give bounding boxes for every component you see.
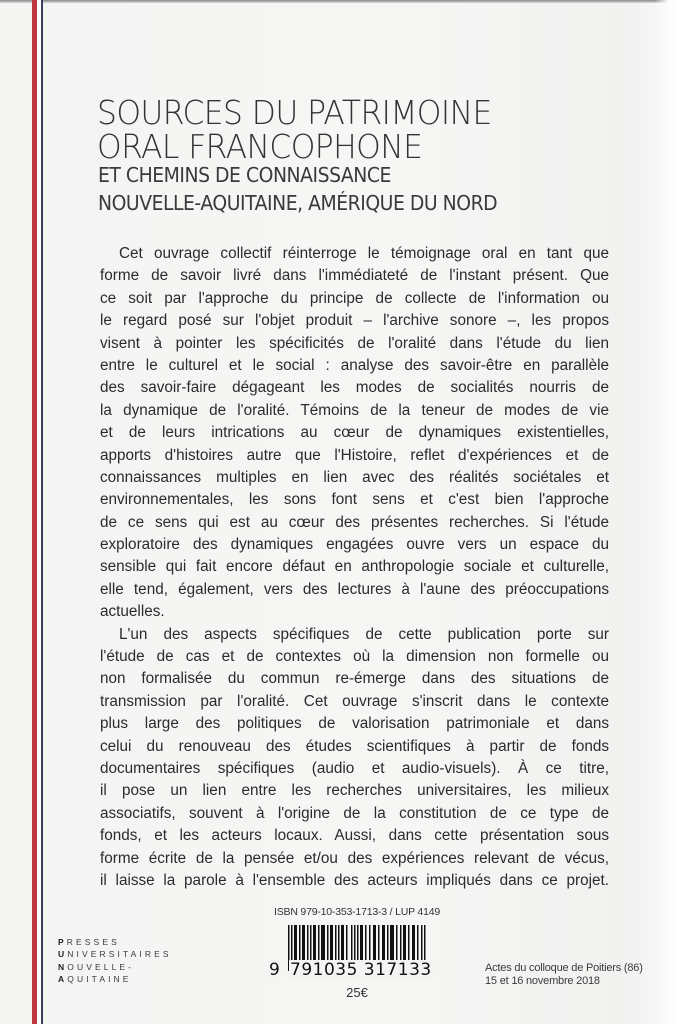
- top-edge-shadow: [0, 0, 677, 3]
- colloque-line: 15 et 16 novembre 2018: [485, 975, 600, 987]
- text-line: des savoir-faire dégageant les modes de socialités nourris de: [100, 379, 609, 397]
- subtitle-line: NOUVELLE-AQUITAINE, AMÉRIQUE DU NORD: [98, 191, 498, 215]
- paragraph-1: [100, 243, 609, 624]
- text-line: celui du renouveau des études scientifiques à partir de fonds: [100, 737, 609, 755]
- text-line: le regard posé sur l'objet produit – l'archive sonore –, les propos: [100, 312, 609, 330]
- text-line: transmission par l'oralité. Cet ouvrage s'inscrit dans le contexte: [100, 692, 609, 710]
- text-line: forme écrite de la pensée et/ou des expériences relevant de vécus,: [100, 849, 609, 867]
- title-line: SOURCES DU PATRIMOINE: [97, 93, 492, 132]
- text-line: L'un des aspects spécifiques de cette publication porte sur: [119, 625, 609, 643]
- text-line: non formalisée du commun re-émerge dans des situations de: [100, 670, 609, 688]
- text-line: l'étude de cas et de contextes où la dimension non formelle ou: [100, 648, 609, 666]
- text-line: forme de savoir livré dans l'immédiateté de l'instant présent. Que: [100, 267, 609, 285]
- colloque-info: [485, 962, 643, 988]
- publisher-line: UNIVERSITAIRES: [58, 949, 172, 960]
- book-title: [97, 93, 610, 166]
- text-line: connaissances multiples en lien avec des réalités sociétales et: [100, 468, 609, 486]
- publisher-line: AQUITAINE: [58, 973, 132, 984]
- text-line: ce soit par l'approche du principe de collecte de l'information ou: [100, 289, 609, 307]
- text-line: la dynamique de l'oralité. Témoins de la teneur de modes de vie: [100, 401, 609, 419]
- text-line: il pose un lien entre les recherches universitaires, les milieux: [100, 782, 609, 800]
- barcode-digits: 791035 317133: [290, 960, 432, 980]
- text-line: visent à pointer les spécificités de l'oralité dans l'étude du lien: [100, 334, 609, 352]
- right-edge-highlight: [655, 0, 677, 1024]
- text-line: documentaires spécifiques (audio et audio-visuels). À ce titre,: [100, 759, 609, 777]
- book-subtitle: [98, 161, 606, 217]
- publisher-logo: [58, 936, 172, 985]
- text-line: exploratoire des dynamiques engagées ouvre vers un espace du: [100, 536, 609, 554]
- text-line: elle tend, également, vers des lectures à l'aune des préoccupations: [100, 580, 609, 598]
- text-line: sensible qui fait encore défaut en anthropologie sociale et culturelle,: [100, 558, 609, 576]
- text-line: actuelles.: [100, 603, 165, 621]
- colloque-line: Actes du colloque de Poitiers (86): [485, 962, 643, 974]
- text-line: plus large des politiques de valorisation patrimoniale et dans: [100, 715, 609, 733]
- publisher-line: PRESSES: [58, 937, 120, 947]
- text-line: de ce sens qui est au cœur des présentes recherches. Si l'étude: [100, 513, 609, 531]
- text-line: apports d'histoires autre que l'Histoire, reflet d'expériences et de: [100, 446, 609, 464]
- text-line: entre le culturel et le social : analyse des savoir-être en parallèle: [100, 356, 609, 374]
- text-line: environnementales, les sons font sens et c'est bien l'approche: [100, 491, 609, 509]
- isbn-label: ISBN 979-10-353-1713-3 / LUP 4149: [274, 906, 440, 918]
- text-line: il laisse la parole à l'ensemble des acteurs impliqués dans ce projet.: [100, 871, 609, 889]
- title-line: ORAL FRANCOPHONE: [97, 127, 423, 166]
- text-line: et de leurs intrications au cœur de dynamiques existentielles,: [100, 424, 609, 442]
- text-line: associatifs, souvent à l'origine de la constitution de ce type de: [100, 804, 609, 822]
- text-line: fonds, et les acteurs locaux. Aussi, dans cette présentation sous: [100, 827, 609, 845]
- price-label: 25€: [346, 985, 368, 1000]
- barcode-lead-digit: 9: [269, 960, 281, 980]
- text-line: Cet ouvrage collectif réinterroge le témoignage oral en tant que: [119, 245, 609, 262]
- publisher-line: NOUVELLE-: [58, 961, 135, 972]
- blurb-text: [100, 243, 609, 892]
- flag-stripe-blue: [41, 0, 43, 1024]
- subtitle-line: ET CHEMINS DE CONNAISSANCE: [98, 163, 391, 187]
- paragraph-2: [100, 624, 609, 893]
